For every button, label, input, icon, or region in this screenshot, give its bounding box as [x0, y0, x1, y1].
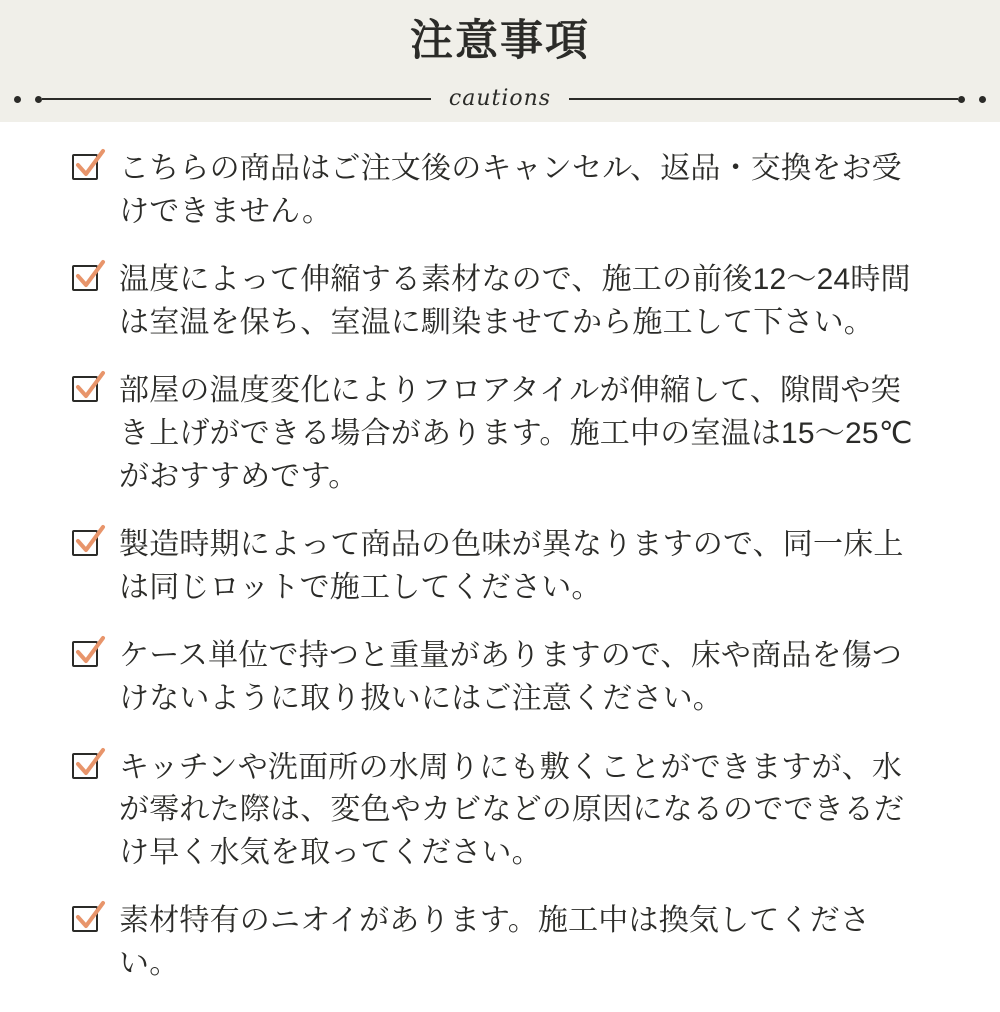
list-item [72, 524, 928, 609]
check-icon [72, 376, 102, 406]
page-header [0, 0, 1000, 122]
check-icon [72, 753, 102, 783]
list-item [72, 635, 928, 720]
caution-text: キッチンや洗面所の水周りにも敷くことができますが、水が零れた際は、変色やカビなどの原因になるのでできるだけ早く水気を取ってください。 [119, 750, 905, 869]
header-divider [0, 86, 1000, 112]
list-item [72, 370, 928, 498]
decor-dot-right-2 [979, 96, 986, 103]
caution-text: ケース単位で持つと重量がありますので、床や商品を傷つけないように取り扱いにはご注意ください。 [119, 639, 903, 715]
divider-line-left [42, 98, 431, 100]
list-item [72, 148, 928, 233]
page-subtitle: cautions [448, 85, 552, 111]
divider-line-right [569, 98, 958, 100]
list-item [72, 747, 928, 875]
list-item [72, 259, 928, 344]
cautions-list [0, 148, 1000, 1012]
check-icon [72, 641, 102, 671]
decor-dot-left-2 [35, 96, 42, 103]
caution-text: 温度によって伸縮する素材なので、施工の前後12〜24時間は室温を保ち、室温に馴染ませてから施工して下さい。 [119, 263, 911, 339]
list-item [72, 900, 928, 985]
check-icon [72, 530, 102, 560]
decor-dot-left-1 [14, 96, 21, 103]
caution-text: こちらの商品はご注文後のキャンセル、返品・交換をお受けできません。 [119, 152, 902, 228]
caution-text: 製造時期によって商品の色味が異なりますので、同一床上は同じロットで施工してください。 [119, 528, 904, 604]
check-icon [72, 154, 102, 184]
caution-text: 素材特有のニオイがあります。施工中は換気してください。 [119, 904, 871, 980]
decor-dot-right-1 [958, 96, 965, 103]
check-icon [72, 906, 102, 936]
check-icon [72, 265, 102, 295]
caution-text: 部屋の温度変化によりフロアタイルが伸縮して、隙間や突き上げができる場合があります。施工中の室温は15〜25℃がおすすめです。 [119, 374, 913, 493]
page-title: 注意事項 [410, 17, 590, 65]
